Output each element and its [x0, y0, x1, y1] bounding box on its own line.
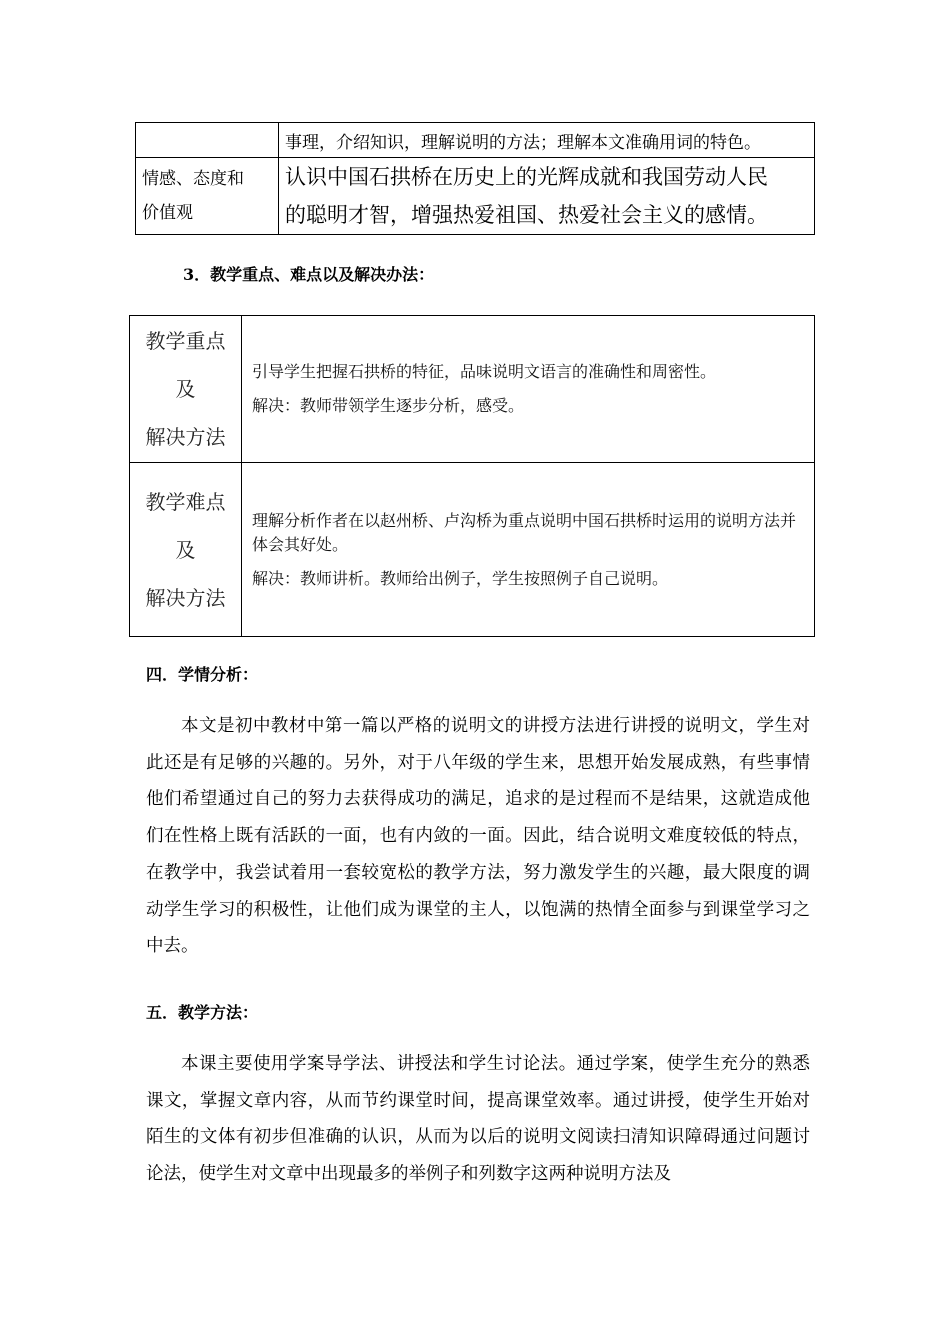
table-row: [136, 123, 815, 158]
label-line: 情感、态度和: [142, 169, 244, 189]
content-text: 引导学生把握石拱桥的特征，品味说明文语言的准确性和周密性。: [252, 362, 717, 381]
solution-text: 解决：教师讲析。教师给出例子，学生按照例子自己说明。: [252, 568, 669, 588]
row-label: [130, 463, 242, 637]
label-line: 及: [175, 377, 196, 401]
table-row: [136, 158, 815, 235]
solution-text: 解决：教师带领学生逐步分析，感受。: [252, 396, 525, 415]
text-line: 认识中国石拱桥在历史上的光辉成就和我国劳动人民: [285, 165, 768, 189]
section-heading: 3．教学重点、难点以及解决办法：: [183, 265, 435, 284]
row-content: [242, 316, 815, 463]
text-line: 的聪明才智，增强热爱祖国、热爱社会主义的感情。: [285, 203, 768, 227]
section-heading: 四．学情分析：: [146, 665, 259, 684]
table-row: [130, 316, 815, 463]
label-line: 及: [175, 537, 196, 562]
label-line: 教学难点: [145, 489, 226, 514]
row-text: 事理，介绍知识，理解说明的方法；理解本文准确用词的特色。: [279, 123, 815, 158]
section-paragraph: 本课主要使用学案导学法、讲授法和学生讨论法。通过学案，使学生充分的熟悉课文，掌握文章内容，从而节约课堂时间，提高课堂效率。通过讲授，使学生开始对陌生的文体有初步但准确的认识，从而为以后的说明文阅读扫清知识障碍通过问题讨论法，使学生对文章中出现最多的举例子和列数字这两种说明方法及: [146, 1054, 810, 1185]
row-text: [279, 158, 815, 235]
section-paragraph: 本文是初中教材中第一篇以严格的说明文的讲授方法进行讲授的说明文，学生对此还是有足够的兴趣的。另外，对于八年级的学生来，思想开始发展成熟，有些事情他们希望通过自己的努力去获得成功的满足，追求的是过程而不是结果，这就造成他们在性格上既有活跃的一面，也有内敛的一面。因此，结合说明文难度较低的特点，在教学中，我尝试着用一套较宽松的教学方法，努力激发学生的兴趣，最大限度的调动学生学习的积极性，让他们成为课堂的主人，以饱满的热情全面参与到课堂学习之中去。: [146, 716, 810, 957]
keypoints-table: [129, 315, 815, 637]
label-line: 价值观: [142, 203, 193, 223]
row-label: [136, 123, 279, 158]
row-content: [242, 463, 815, 637]
label-line: 解决方法: [145, 585, 226, 610]
row-label: [136, 158, 279, 235]
label-line: 教学重点: [145, 329, 226, 353]
row-label: [130, 316, 242, 463]
objectives-table: [135, 122, 815, 235]
table-row: [130, 463, 815, 637]
label-line: 解决方法: [145, 425, 226, 449]
section-heading: 五．教学方法：: [146, 1003, 259, 1022]
content-text: 理解分析作者在以赵州桥、卢沟桥为重点说明中国石拱桥时运用的说明方法并体会其好处。: [252, 510, 797, 554]
